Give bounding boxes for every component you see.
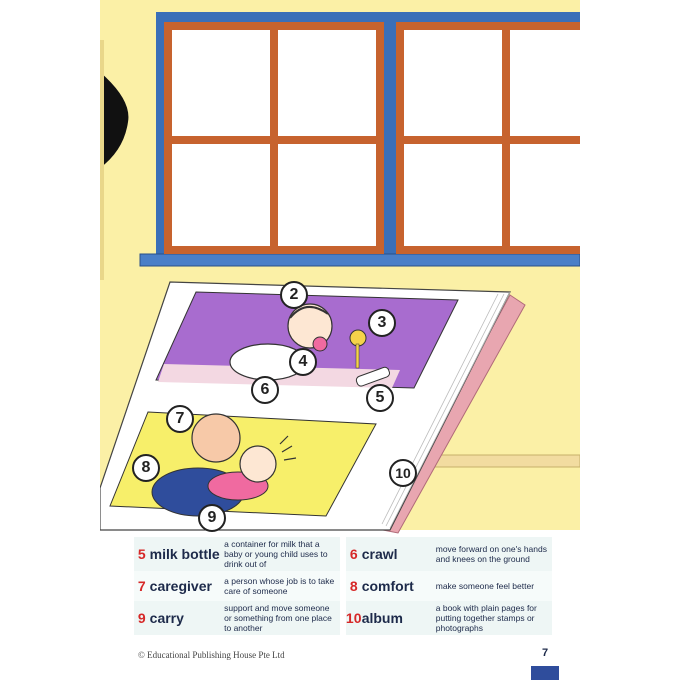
marker-4: 4	[289, 348, 317, 376]
floor-line	[430, 455, 580, 467]
window-sill	[140, 254, 580, 266]
caregiver-head	[192, 414, 240, 462]
window-pane	[510, 144, 580, 246]
term-number: 6	[349, 546, 358, 562]
window-pane	[278, 144, 376, 246]
term-definition: support and move someone or something from one place to another	[224, 603, 332, 633]
window-pane	[278, 30, 376, 136]
page-number-stripe	[531, 666, 559, 680]
vocabulary-row	[134, 571, 552, 601]
page-number-tab	[531, 643, 559, 680]
marker-9: 9	[198, 504, 226, 532]
rattle-handle	[356, 344, 359, 368]
marker-6: 6	[251, 376, 279, 404]
marker-3: 3	[368, 309, 396, 337]
term-definition: a container for milk that a baby or young child uses to drink out of	[224, 539, 328, 569]
term-word: crawl	[361, 546, 398, 562]
vocabulary-table	[134, 537, 552, 635]
term-number: 7	[137, 578, 146, 594]
marker-7: 7	[166, 405, 194, 433]
term-word: album	[361, 610, 403, 626]
vocabulary-row	[134, 537, 552, 571]
door-edge	[100, 40, 104, 280]
window-pane	[404, 144, 502, 246]
term-word: milk bottle	[149, 546, 220, 562]
copyright-notice: © Educational Publishing House Pte Ltd	[138, 650, 285, 660]
term-definition: make someone feel better	[435, 581, 535, 591]
term-definition: a person whose job is to take care of someone	[224, 576, 335, 596]
crying-baby-head	[240, 446, 276, 482]
window-pane	[404, 30, 502, 136]
marker-5: 5	[366, 384, 394, 412]
term-number: 9	[137, 610, 146, 626]
term-word: caregiver	[149, 578, 212, 594]
marker-8: 8	[132, 454, 160, 482]
rattle	[350, 330, 366, 346]
window-pane	[510, 30, 580, 136]
term-number: 8	[349, 578, 358, 594]
marker-2: 2	[280, 281, 308, 309]
window-pane	[172, 30, 270, 136]
term-word: carry	[149, 610, 184, 626]
vocabulary-row	[134, 601, 552, 635]
term-number: 5	[137, 546, 146, 562]
term-number: 10	[345, 610, 362, 626]
window-pane	[172, 144, 270, 246]
term-definition: move forward on one's hands and knees on the ground	[435, 544, 547, 564]
marker-10: 10	[389, 459, 417, 487]
workbook-page	[100, 0, 580, 680]
term-word: comfort	[361, 578, 414, 594]
term-definition: a book with plain pages for putting together stamps or photographs	[435, 603, 537, 633]
page-number: 7	[541, 647, 549, 659]
pacifier	[313, 337, 327, 351]
